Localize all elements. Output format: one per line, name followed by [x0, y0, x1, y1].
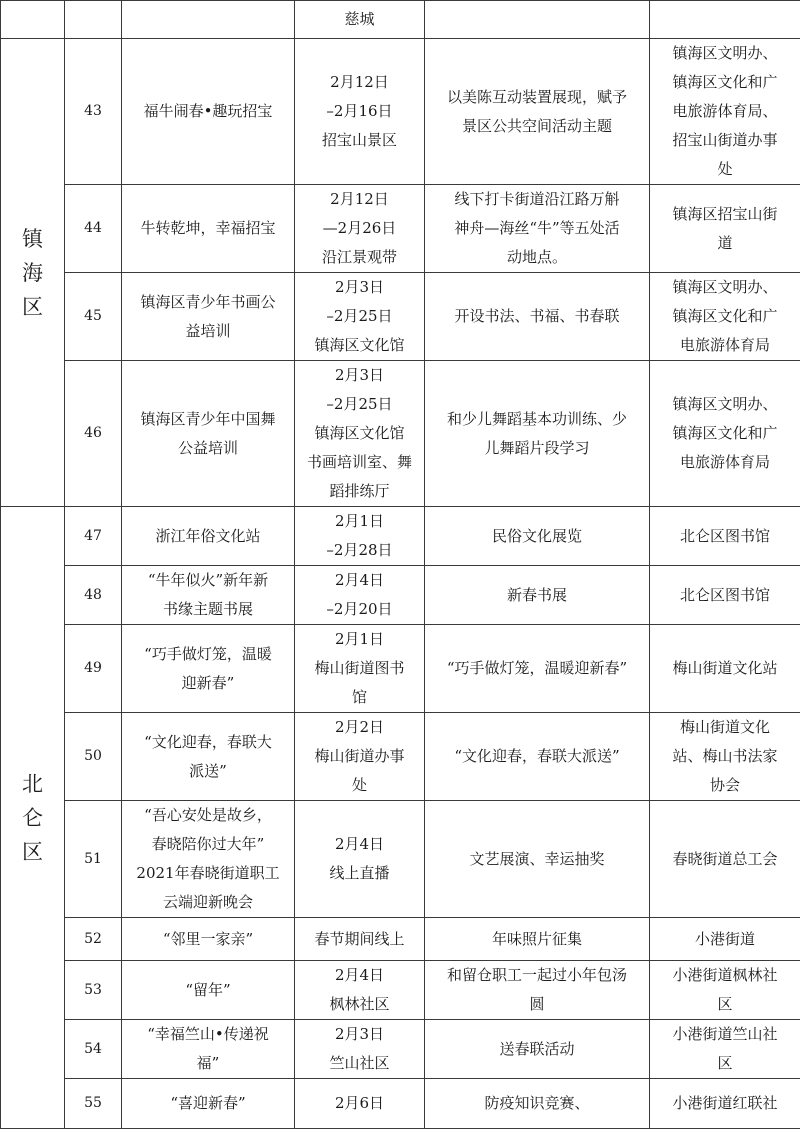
organizer-cell-partial	[650, 1, 800, 39]
activity-organizer: 小港街道枫林社 区	[650, 961, 800, 1020]
content-cell-partial	[425, 1, 650, 39]
district-cell-partial	[1, 1, 65, 39]
table-row	[1, 918, 800, 961]
activity-time-place: 2月4日 –2月20日	[295, 566, 425, 625]
row-number: 44	[65, 185, 122, 273]
activity-time-place: 2月2日 梅山街道办事 处	[295, 713, 425, 801]
table-row	[1, 507, 800, 566]
activity-organizer: 镇海区招宝山街 道	[650, 185, 800, 273]
row-number: 43	[65, 39, 122, 185]
activity-name: 浙江年俗文化站	[122, 507, 295, 566]
activity-content: 和留仓职工一起过小年包汤 圆	[425, 961, 650, 1020]
activity-content: 文艺展演、幸运抽奖	[425, 801, 650, 918]
row-number: 49	[65, 625, 122, 713]
table-row	[1, 625, 800, 713]
activity-time-place: 2月4日 枫林社区	[295, 961, 425, 1020]
district-cell-zhenhai: 镇 海 区	[1, 39, 65, 507]
table-row	[1, 566, 800, 625]
activity-time-place: 2月3日 竺山社区	[295, 1020, 425, 1079]
activity-organizer: 小港街道红联社	[650, 1079, 800, 1129]
activity-time-place: 2月4日 线上直播	[295, 801, 425, 918]
table-row	[1, 361, 800, 507]
activity-organizer: 北仑区图书馆	[650, 507, 800, 566]
activity-content: 以美陈互动装置展现，赋予 景区公共空间活动主题	[425, 39, 650, 185]
activity-organizer: 小港街道	[650, 918, 800, 961]
table-row	[1, 713, 800, 801]
activity-content: 新春书展	[425, 566, 650, 625]
activity-organizer: 梅山街道文化 站、梅山书法家 协会	[650, 713, 800, 801]
activity-time-place: 2月12日 –2月16日 招宝山景区	[295, 39, 425, 185]
row-number: 48	[65, 566, 122, 625]
activity-organizer: 镇海区文明办、 镇海区文化和广 电旅游体育局	[650, 361, 800, 507]
activity-organizer: 小港街道竺山社 区	[650, 1020, 800, 1079]
row-number: 45	[65, 273, 122, 361]
activity-name: 镇海区青少年中国舞 公益培训	[122, 361, 295, 507]
activity-content: 线下打卡街道沿江路万斛 神舟—海丝“牛”等五处活 动地点。	[425, 185, 650, 273]
activity-content: 年味照片征集	[425, 918, 650, 961]
row-number: 53	[65, 961, 122, 1020]
activity-time-place: 春节期间线上	[295, 918, 425, 961]
activity-time-place: 2月3日 –2月25日 镇海区文化馆	[295, 273, 425, 361]
row-number: 51	[65, 801, 122, 918]
activity-content: 送春联活动	[425, 1020, 650, 1079]
activity-name: “喜迎新春”	[122, 1079, 295, 1129]
activity-organizer: 北仑区图书馆	[650, 566, 800, 625]
table-row	[1, 1079, 800, 1129]
table-row-partial-top	[1, 1, 800, 39]
row-number: 50	[65, 713, 122, 801]
row-number: 46	[65, 361, 122, 507]
activity-content: “巧手做灯笼，温暖迎新春”	[425, 625, 650, 713]
activity-organizer: 梅山街道文化站	[650, 625, 800, 713]
activity-name: “巧手做灯笼，温暖 迎新春”	[122, 625, 295, 713]
activity-organizer: 镇海区文明办、 镇海区文化和广 电旅游体育局、 招宝山街道办事 处	[650, 39, 800, 185]
activity-time-place: 2月1日 –2月28日	[295, 507, 425, 566]
name-cell-partial	[122, 1, 295, 39]
activity-name: “邻里一家亲”	[122, 918, 295, 961]
activity-name: “留年”	[122, 961, 295, 1020]
activity-name: “牛年似火”新年新 书缘主题书展	[122, 566, 295, 625]
activity-name: “幸福竺山•传递祝 福”	[122, 1020, 295, 1079]
activity-name: 福牛闹春•趣玩招宝	[122, 39, 295, 185]
district-cell-beilun: 北 仑 区	[1, 507, 65, 1129]
table-row	[1, 185, 800, 273]
row-number: 55	[65, 1079, 122, 1129]
activity-name: 镇海区青少年书画公 益培训	[122, 273, 295, 361]
table-row	[1, 39, 800, 185]
activity-name: “吾心安处是故乡， 春晓陪你过大年” 2021年春晓街道职工 云端迎新晚会	[122, 801, 295, 918]
activity-time-place: 2月12日 —2月26日 沿江景观带	[295, 185, 425, 273]
activity-time-place: 2月1日 梅山街道图书 馆	[295, 625, 425, 713]
number-cell-partial	[65, 1, 122, 39]
activity-organizer: 镇海区文明办、 镇海区文化和广 电旅游体育局	[650, 273, 800, 361]
time-place-cell-partial: 慈城	[295, 1, 425, 39]
activity-time-place: 2月3日 –2月25日 镇海区文化馆 书画培训室、舞 蹈排练厅	[295, 361, 425, 507]
activity-content: 民俗文化展览	[425, 507, 650, 566]
row-number: 52	[65, 918, 122, 961]
table-row	[1, 801, 800, 918]
activity-content: 和少儿舞蹈基本功训练、少 儿舞蹈片段学习	[425, 361, 650, 507]
table-row	[1, 273, 800, 361]
row-number: 47	[65, 507, 122, 566]
activity-time-place: 2月6日	[295, 1079, 425, 1129]
table-row	[1, 1020, 800, 1079]
row-number: 54	[65, 1020, 122, 1079]
activity-content: 防疫知识竞赛、	[425, 1079, 650, 1129]
activity-content: 开设书法、书福、书春联	[425, 273, 650, 361]
activity-name: 牛转乾坤，幸福招宝	[122, 185, 295, 273]
activity-content: “文化迎春，春联大派送”	[425, 713, 650, 801]
table-row	[1, 961, 800, 1020]
activity-name: “文化迎春，春联大 派送”	[122, 713, 295, 801]
activity-organizer: 春晓街道总工会	[650, 801, 800, 918]
